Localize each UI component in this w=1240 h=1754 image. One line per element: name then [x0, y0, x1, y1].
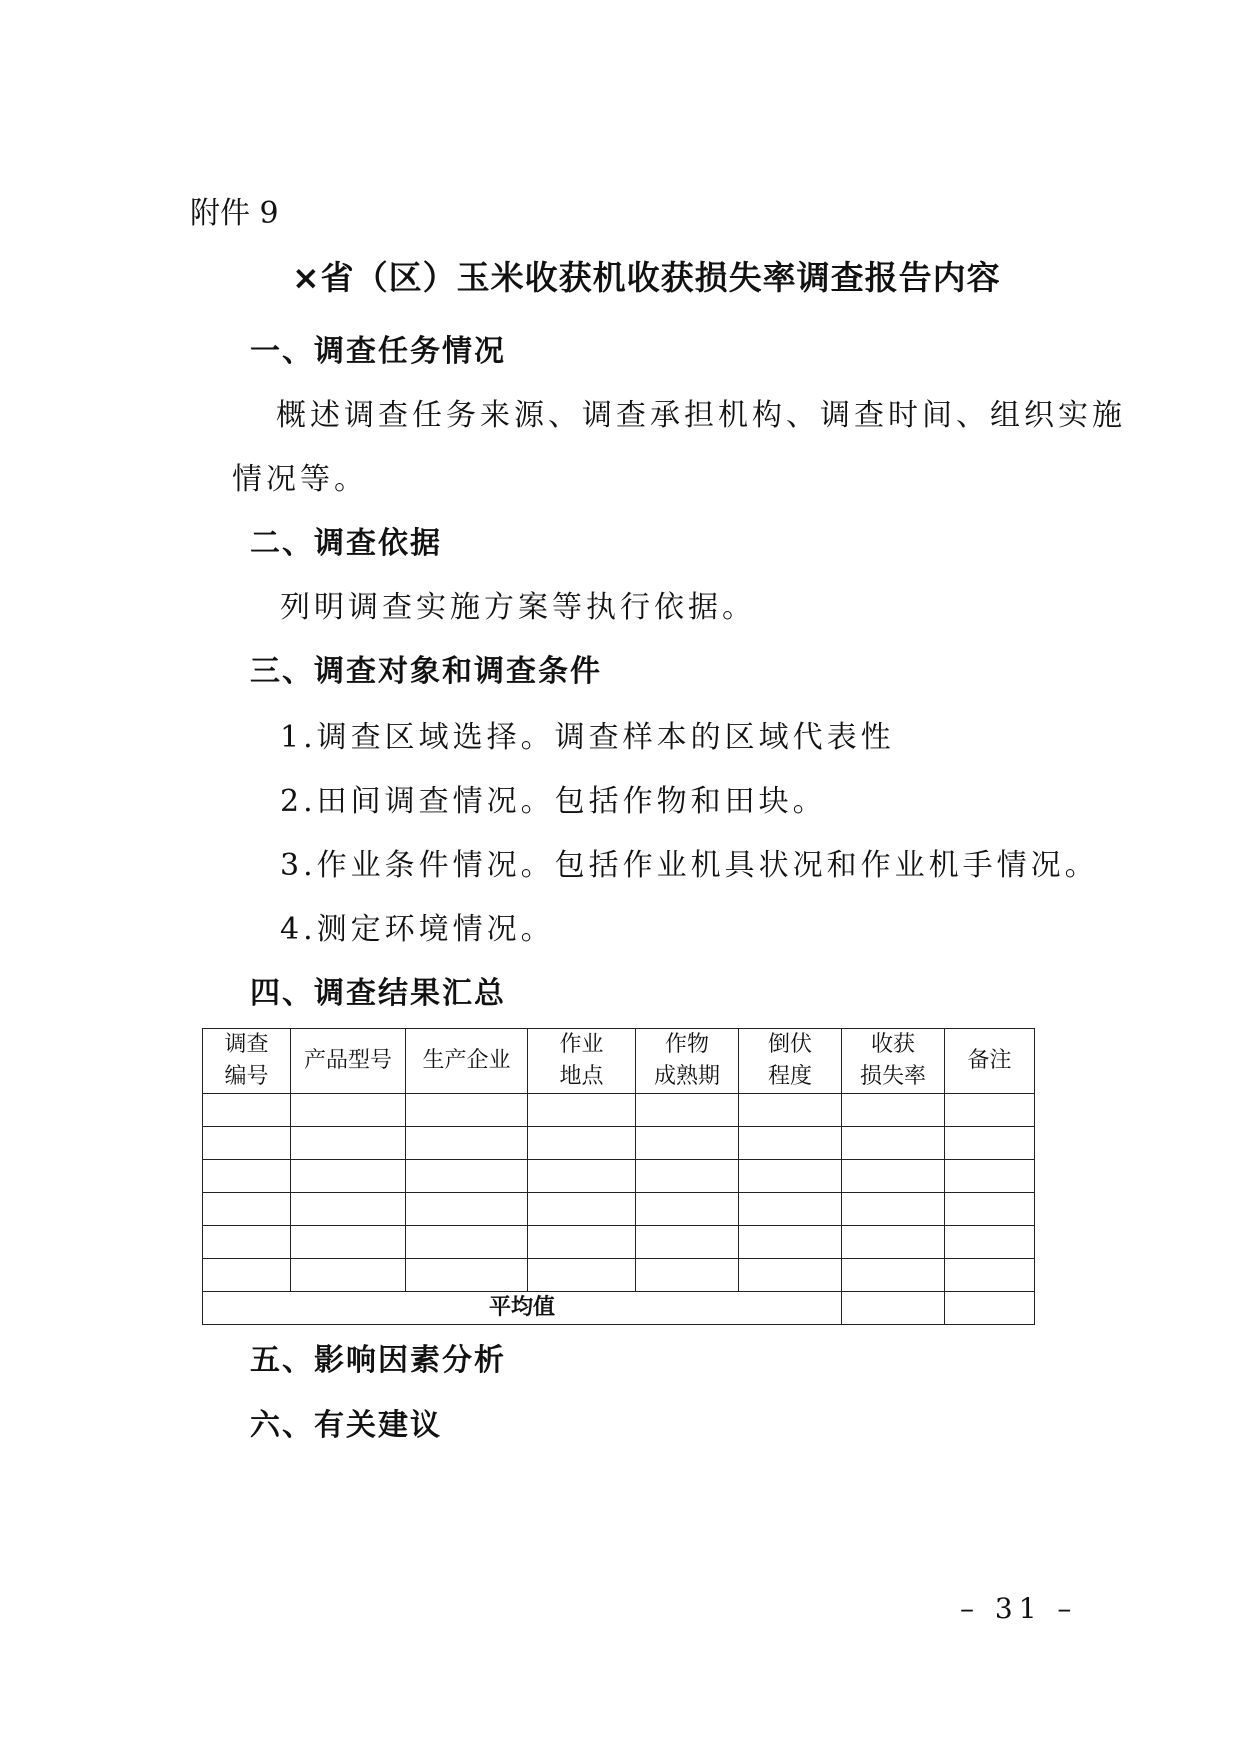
table-row: [203, 1193, 1035, 1226]
section-5-heading: 五、影响因素分析: [250, 1343, 506, 1378]
section-3-item-2: 2.田间调查情况。包括作物和田块。: [280, 784, 827, 819]
header-lodging-degree: 倒伏 程度: [739, 1029, 842, 1094]
header-remarks: 备注: [945, 1029, 1035, 1094]
section-3-item-1: 1.调查区域选择。调查样本的区域代表性: [280, 720, 895, 755]
section-1-heading: 一、调查任务情况: [250, 334, 506, 369]
document-title: ×省（区）玉米收获机收获损失率调查报告内容: [292, 258, 1001, 297]
header-manufacturer: 生产企业: [406, 1029, 528, 1094]
average-row: [203, 1292, 1035, 1325]
survey-results-table: [202, 1028, 1035, 1325]
section-2-paragraph: 列明调查实施方案等执行依据。: [280, 590, 756, 625]
section-1-paragraph-line-2: 情况等。: [232, 462, 368, 497]
table-row: [203, 1226, 1035, 1259]
table-row: [203, 1127, 1035, 1160]
header-work-location: 作业 地点: [528, 1029, 636, 1094]
section-3-item-3: 3.作业条件情况。包括作业机具状况和作业机手情况。: [280, 848, 1099, 883]
attachment-label: 附件 9: [190, 196, 279, 231]
average-remarks-cell: [945, 1292, 1035, 1325]
section-6-heading: 六、有关建议: [250, 1408, 442, 1443]
section-2-heading: 二、调查依据: [250, 526, 442, 561]
average-loss-rate-cell: [842, 1292, 945, 1325]
header-crop-maturity: 作物 成熟期: [636, 1029, 739, 1094]
section-3-heading: 三、调查对象和调查条件: [250, 654, 602, 689]
table-row: [203, 1259, 1035, 1292]
section-1-paragraph-line-1: 概述调查任务来源、调查承担机构、调查时间、组织实施: [276, 398, 1126, 433]
table-row: [203, 1160, 1035, 1193]
header-harvest-loss-rate: 收获 损失率: [842, 1029, 945, 1094]
page-number: – 31 –: [960, 1592, 1078, 1625]
header-product-model: 产品型号: [291, 1029, 406, 1094]
section-4-heading: 四、调查结果汇总: [250, 976, 506, 1011]
table-header-row: [203, 1029, 1035, 1094]
table-row: [203, 1094, 1035, 1127]
section-3-item-4: 4.测定环境情况。: [280, 912, 555, 947]
average-label: 平均值: [203, 1292, 842, 1325]
header-survey-id: 调查 编号: [203, 1029, 291, 1094]
